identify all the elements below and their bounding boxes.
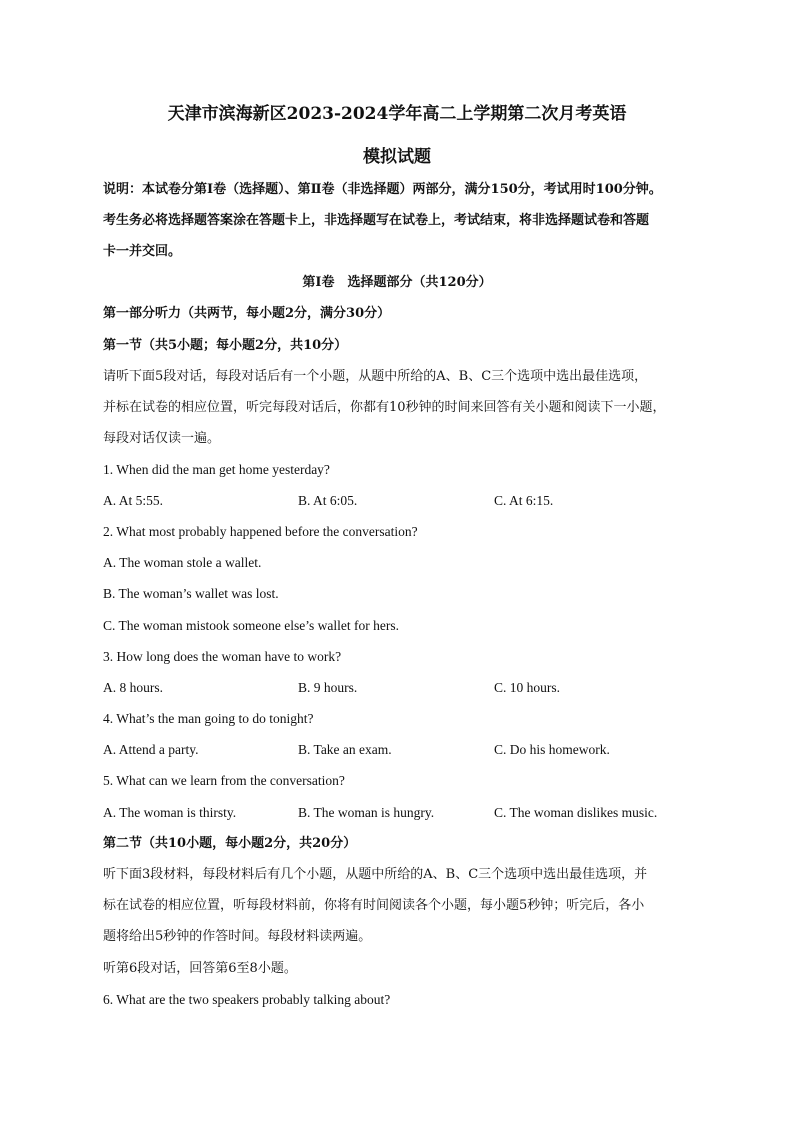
instructions-line-1: 说明：本试卷分第Ⅰ卷（选择题）、第Ⅱ卷（非选择题）两部分，满分150分，考试用时100分钟。 (103, 182, 662, 197)
instructions-line-2: 考生务必将选择题答案涂在答题卡上，非选择题写在试卷上，考试结束，将非选择题试卷和答题 (103, 213, 650, 228)
question-2-option-b: B. The woman’s wallet was lost. (103, 586, 279, 601)
question-4-option-c: C. Do his homework. (494, 742, 610, 757)
instructions-line-3: 卡一并交回。 (103, 244, 182, 259)
section1-directions-line-1: 请听下面5段对话，每段对话后有一个小题，从题中所给的A、B、C三个选项中选出最佳选项， (103, 369, 648, 384)
section1-heading: 第一节（共5小题；每小题2分，共10分） (103, 338, 348, 353)
question-4-stem: 4. What’s the man going to do tonight? (103, 711, 314, 726)
question-1-option-c: C. At 6:15. (494, 493, 554, 508)
question-1-stem: 1. When did the man get home yesterday? (103, 462, 330, 477)
section-title: 第Ⅰ卷 选择题部分（共120分） (302, 275, 492, 290)
question-3-stem: 3. How long does the woman have to work? (103, 649, 342, 664)
section2-directions-line-2: 标在试卷的相应位置，听每段材料前，你将有时间阅读各个小题，每小题5秒钟；听完后，各小 (103, 898, 645, 913)
question-2-stem: 2. What most probably happened before the conversation? (103, 524, 418, 539)
section2-directions-line-1: 听下面3段材料，每段材料后有几个小题，从题中所给的A、B、C三个选项中选出最佳选项，并 (103, 867, 648, 882)
page-subtitle: 模拟试题 (363, 147, 431, 167)
question-6-stem: 6. What are the two speakers probably talking about? (103, 992, 391, 1007)
question-3-option-c: C. 10 hours. (494, 680, 561, 695)
question-3-option-a: A. 8 hours. (103, 680, 163, 695)
question-3-option-b: B. 9 hours. (298, 680, 358, 695)
question-5-option-c: C. The woman dislikes music. (494, 805, 658, 820)
question-4-option-a: A. Attend a party. (103, 742, 199, 757)
section2-heading: 第二节（共10小题，每小题2分，共20分） (103, 836, 357, 851)
question-5-stem: 5. What can we learn from the conversation? (103, 773, 345, 788)
part1-heading: 第一部分听力（共两节，每小题2分，满分30分） (103, 306, 391, 321)
section2-directions-line-3: 题将给出5秒钟的作答时间。每段材料读两遍。 (103, 929, 372, 944)
question-4-option-b: B. Take an exam. (298, 742, 392, 757)
question-1-option-b: B. At 6:05. (298, 493, 358, 508)
question-2-option-a: A. The woman stole a wallet. (103, 555, 262, 570)
question-2-option-c: C. The woman mistook someone else’s wallet for hers. (103, 618, 399, 633)
section1-directions-line-2: 并标在试卷的相应位置，听完每段对话后，你都有10秒钟的时间来回答有关小题和阅读下一小题， (103, 400, 666, 415)
question-1-option-a: A. At 5:55. (103, 493, 164, 508)
dialog6-intro: 听第6段对话，回答第6至8小题。 (103, 961, 297, 976)
page-title: 天津市滨海新区2023-2024学年高二上学期第二次月考英语 (167, 104, 627, 124)
question-5-option-a: A. The woman is thirsty. (103, 805, 237, 820)
question-5-option-b: B. The woman is hungry. (298, 805, 435, 820)
section1-directions-line-3: 每段对话仅读一遍。 (103, 431, 221, 446)
